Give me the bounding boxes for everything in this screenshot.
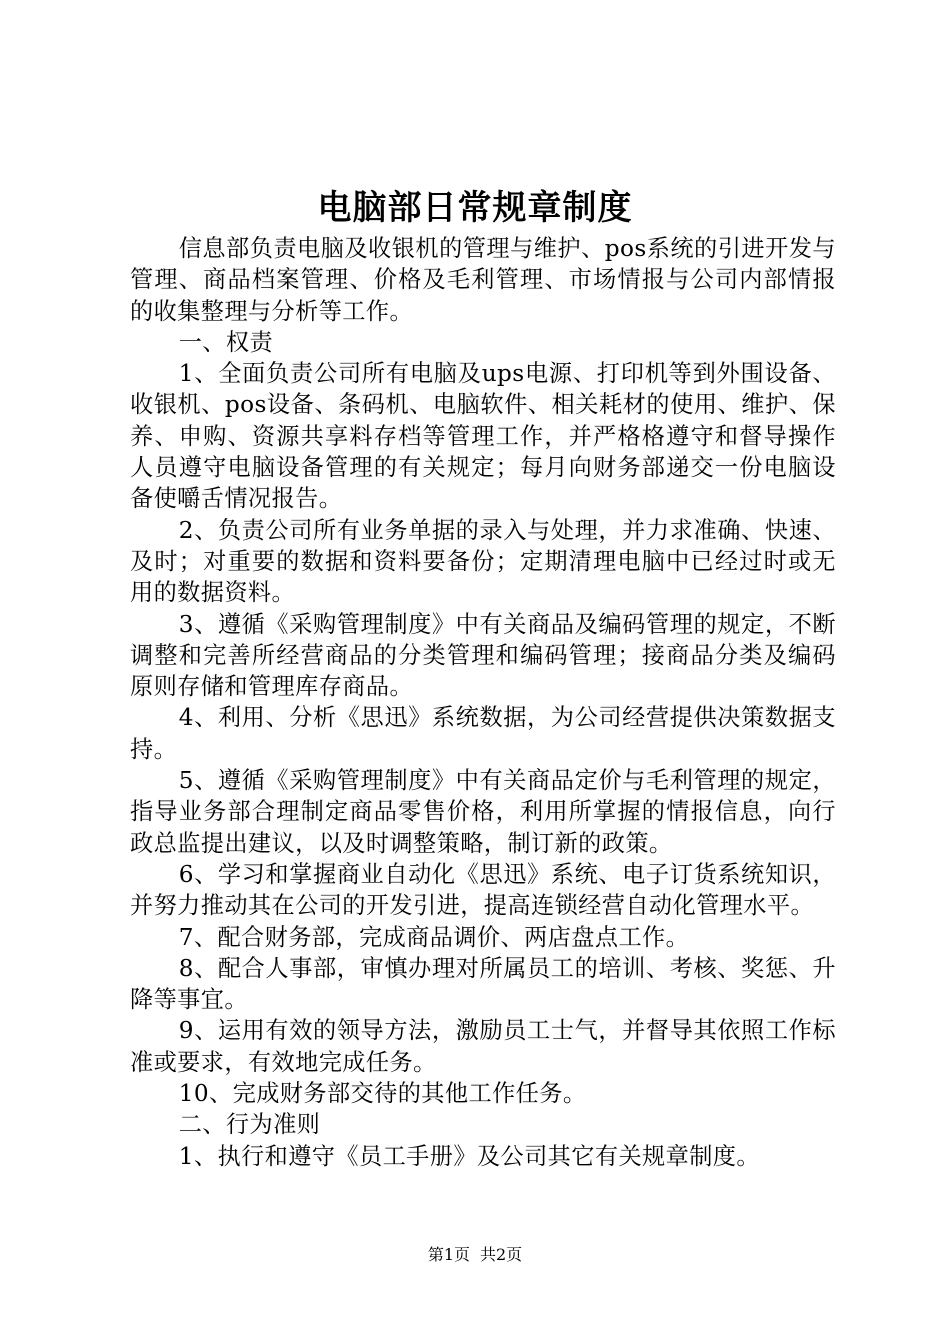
intro-paragraph: 信息部负责电脑及收银机的管理与维护、pos系统的引进开发与管理、商品档案管理、价格及毛利管理、市场情报与公司内部情报的收集整理与分析等工作。: [130, 235, 836, 325]
document-body: [130, 233, 836, 1172]
rights-item-2: 2、负责公司所有业务单据的录入与处理，并力求准确、快速、及时；对重要的数据和资料要备份；定期清理电脑中已经过时或无用的数据资料。: [130, 516, 836, 607]
rights-item-4: 4、利用、分析《思迅》系统数据，为公司经营提供决策数据支持。: [130, 704, 836, 763]
rights-item-1: 1、全面负责公司所有电脑及ups电源、打印机等到外围设备、收银机、pos设备、条码机、电脑软件、相关耗材的使用、维护、保养、申购、资源共享料存档等管理工作，并严格格遵守和督导操作人员遵守电脑设备管理的有关规定；每月向财务部递交一份电脑设备使嚼舌情况报告。: [130, 360, 836, 513]
rights-item-8: 8、配合人事部，审慎办理对所属员工的培训、考核、奖惩、升降等事宜。: [130, 954, 836, 1014]
section-heading-rights: 一、权责: [178, 328, 274, 356]
section-heading-conduct: 二、行为准则: [178, 1111, 321, 1139]
rights-item-5: 5、遵循《采购管理制度》中有关商品定价与毛利管理的规定，指导业务部合理制定商品零售价格，利用所掌握的情报信息，向行政总监提出建议，以及时调整策略，制订新的政策。: [130, 767, 836, 857]
rights-item-7: 7、配合财务部，完成商品调价、两店盘点工作。: [178, 923, 690, 951]
page-footer: [0, 1244, 950, 1266]
conduct-item-1: 1、执行和遵守《员工手册》及公司其它有关规章制度。: [178, 1142, 760, 1170]
rights-item-3: 3、遵循《采购管理制度》中有关商品及编码管理的规定，不断调整和完善所经营商品的分类管理和编码管理；接商品分类及编码原则存储和管理库存商品。: [130, 610, 836, 701]
document-title: 电脑部日常规章制度: [317, 188, 633, 228]
page-number: 第1页: [427, 1245, 470, 1264]
rights-item-9: 9、运用有效的领导方法，激励员工士气，并督导其依照工作标准或要求，有效地完成任务。: [130, 1017, 836, 1076]
rights-item-6: 6、学习和掌握商业自动化《思迅》系统、电子订货系统知识，并努力推动其在公司的开发引进，提高连锁经营自动化管理水平。: [130, 860, 836, 920]
page-total: 共2页: [480, 1245, 523, 1264]
rights-item-10: 10、完成财务部交待的其他工作任务。: [178, 1080, 587, 1108]
